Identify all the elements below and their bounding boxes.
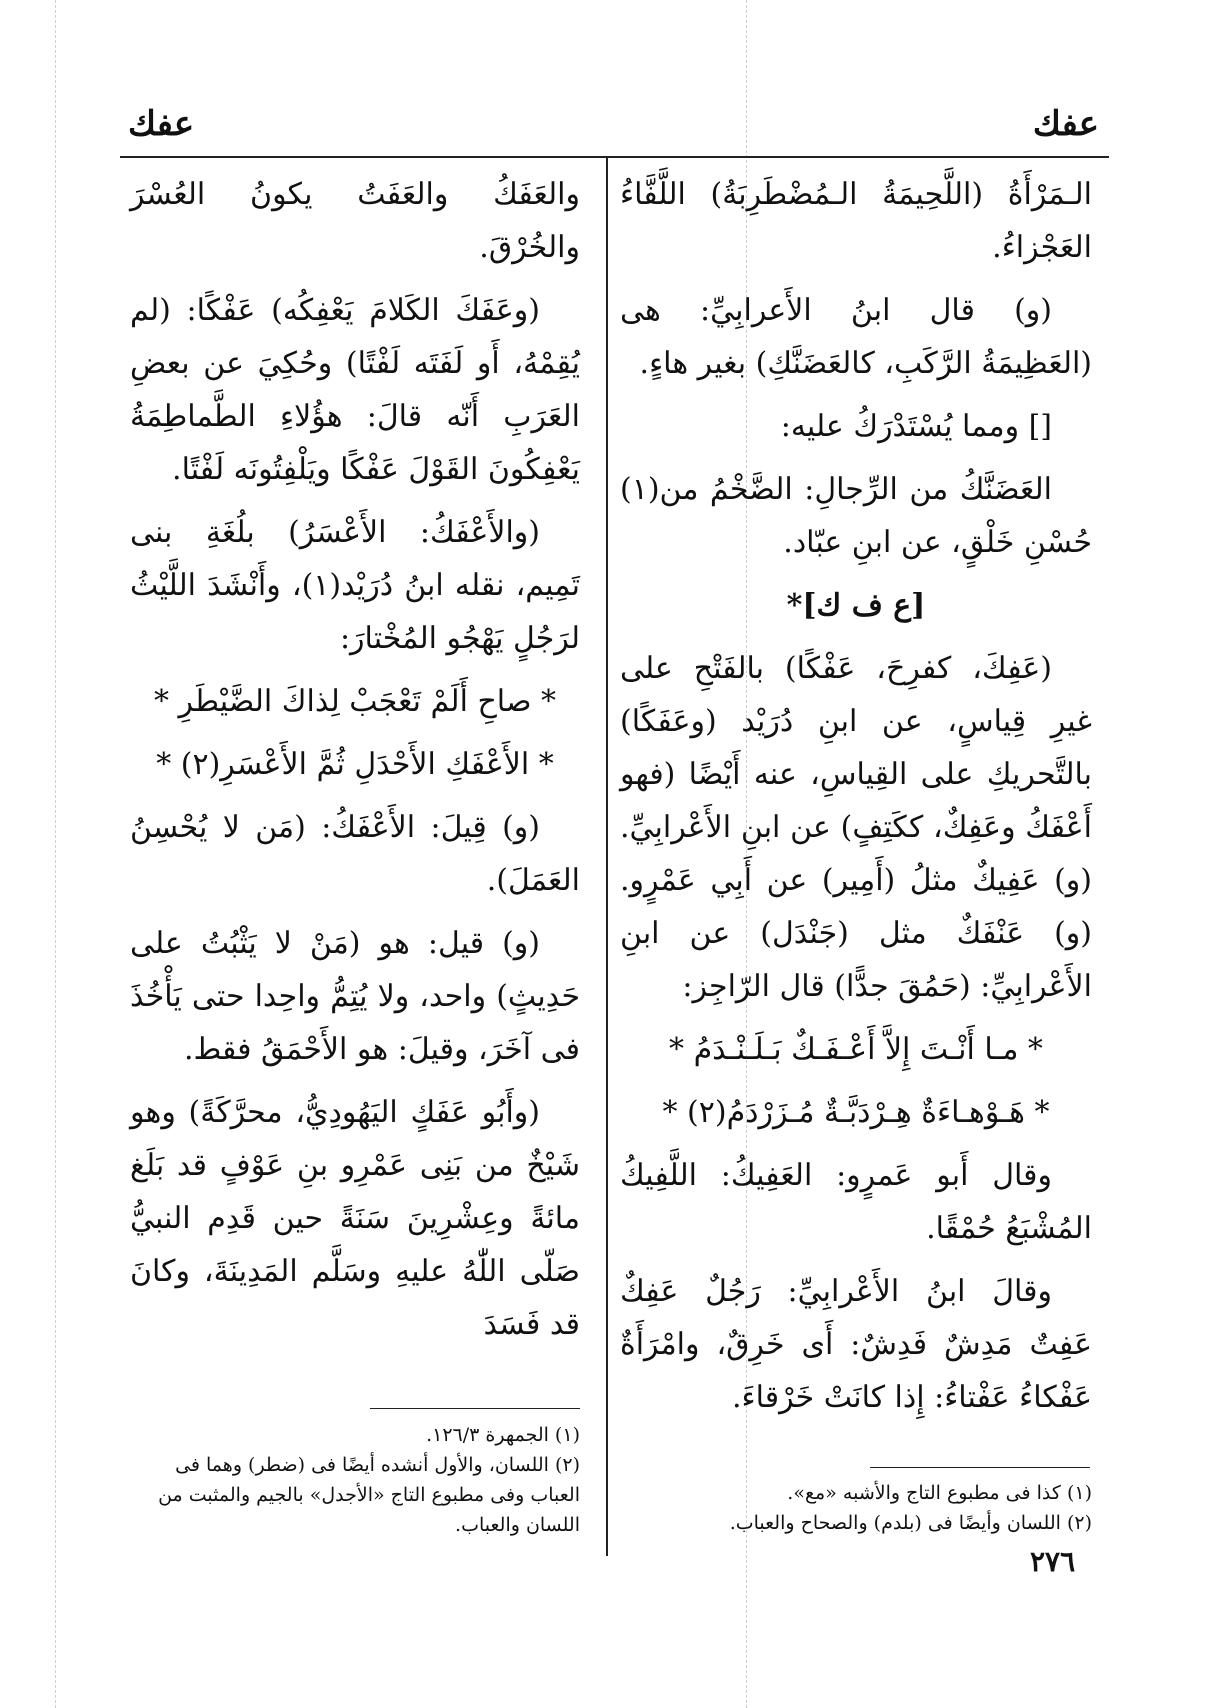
footnotes-left <box>130 1420 580 1540</box>
verse-line: * هَـوْهـاءَةٌ هِـرْدَبَّـةٌ مُـزَرْدَمُ(٢) * <box>662 1095 1050 1130</box>
paragraph: والعَفَكُ والعَفَتُ يكونُ العُسْرَ والخُرْقَ. <box>130 177 580 265</box>
verse-line: * مـا أَنْـتَ إِلاَّ أَعْـفَـكٌ بَـلَـنْـدَمُ * <box>669 1032 1043 1067</box>
paragraph: [] ومما يُسْتَدْرَكُ عليه: <box>780 409 1052 444</box>
paragraph: العَضَنَّكُ من الرِّجالِ: الضَّخْمُ من(١) حُسْنِ خَلْقٍ، عن ابنِ عبّاد. <box>620 472 1092 560</box>
paragraph: (وأَبُو عَفَكٍ اليَهُودِيُّ، محرَّكَةً) وهو شَيْخٌ من بَنِى عَمْرِو بنِ عَوْفٍ قد بَلَغ مائةً وعِشْرِينَ سَنَةً حين قَدِم النبيُّ صَلّى اللّٰهُ عليهِ وسَلَّم المَدِينَةَ، وكانَ قد فَسَدَ <box>130 1095 580 1342</box>
paragraph: الـمَرْأَةُ (اللَّحِيمَةُ الـمُضْطَرِبَةُ) اللَّفَّاءُ العَجْزاءُ. <box>620 177 1092 265</box>
paragraph: (عَفِكَ، كفرِحَ، عَفْكًا) بالفَتْحِ على غيرِ قِياسٍ، عن ابنِ دُرَيْد (وعَفَكًا) بالتَّحريكِ على القِياسِ، عنه أَيْضًا (فهو أَعْفَكُ وعَفِكٌ، ككَتِفٍ) عن ابنِ الأَعْرابِيِّ. (و) عَفِيكٌ مثلُ (أَمِير) عن أَبِي عَمْرٍو. (و) عَنْفَكٌ مثل (جَنْدَل) عن ابنِ الأَعْرابِيِّ: (حَمُقَ جدًّا) قال الرّاجِز: <box>620 651 1092 1004</box>
running-header-right: عفك <box>1032 104 1099 144</box>
footnote-rule-left <box>370 1408 580 1409</box>
right-column <box>620 168 1092 1434</box>
footnote: (٢) اللسان، والأول أنشده أيضًا فى (ضطر) وهما فى العباب وفى مطبوع التاج «الأجدل» بالجيم والمثبت من اللسان والعباب. <box>158 1454 580 1536</box>
footnote-rule-right <box>870 1467 1090 1468</box>
paragraph: (و) قيل: هو (مَنْ لا يَثْبُتُ على حَدِيثٍ) واحد، ولا يُتِمُّ واحِدا حتى يَأْخُذَ فى آخَرَ، وقيلَ: هو الأَحْمَقُ فقط. <box>130 926 580 1067</box>
footnotes-right <box>620 1478 1092 1538</box>
paragraph: وقال أَبو عَمرٍو: العَفِيكُ: اللَّفِيكُ المُشْبَعُ حُمْقًا. <box>620 1158 1092 1246</box>
guide-line-left <box>55 0 56 1708</box>
footnote: (١) كذا فى مطبوع التاج والأشبه «مع». <box>787 1482 1092 1504</box>
header-rule <box>120 156 1109 158</box>
paragraph: (و) قِيلَ: الأَعْفَكُ: (مَن لا يُحْسِنُ العَمَلَ). <box>130 810 580 898</box>
verse-line: * صاحِ أَلَمْ تَعْجَبْ لِذاكَ الضَّيْطَرِ * <box>154 684 556 719</box>
paragraph: (وعَفَكَ الكَلامَ يَعْفِكُه) عَفْكًا: (لم يُقِمْهُ، أَو لَفَتَه لَفْتًا) وحُكِيَ عن بعضِ العَرَبِ أَنّه قالَ: هؤُلاءِ الطَّماطِمَةُ يَعْفِكُونَ القَوْلَ عَفْكًا ويَلْفِتُونَه لَفْتًا. <box>130 293 580 487</box>
running-header-left: عفك <box>128 104 195 144</box>
page-number: ٢٧٦ <box>1030 1545 1076 1578</box>
left-column <box>130 168 580 1361</box>
column-divider <box>606 156 608 1556</box>
footnote: (٢) اللسان وأيضًا فى (بلدم) والصحاح والعباب. <box>729 1512 1092 1534</box>
paragraph: وقالَ ابنُ الأَعْرابِيِّ: رَجُلٌ عَفِكٌ عَفِتٌ مَدِشٌ فَدِشٌ: أَى خَرِقٌ، وامْرَأَةٌ عَفْكاءُ عَفْتاءُ: إِذا كانَتْ خَرْقاءَ. <box>620 1274 1092 1415</box>
footnote: (١) الجمهرة ١٢٦/٣. <box>426 1424 580 1446</box>
paragraph: (والأَعْفَكُ: الأَعْسَرُ) بلُغَةِ بنى تَمِيم، نقله ابنُ دُرَيْد(١)، وأَنْشَدَ اللَّيْثُ لرَجُلٍ يَهْجُو المُخْتارَ: <box>130 515 580 656</box>
paragraph: (و) قال ابنُ الأَعرابِيِّ: هى (العَظِيمَةُ الرَّكَبِ، كالعَضَنَّكِ) بغير هاءٍ. <box>620 293 1092 381</box>
verse-line: * الأَعْفَكِ الأَحْدَلِ ثُمَّ الأَعْسَرِ(٢) * <box>156 747 554 782</box>
entry-heading: [ع ف ك]* <box>786 588 926 623</box>
